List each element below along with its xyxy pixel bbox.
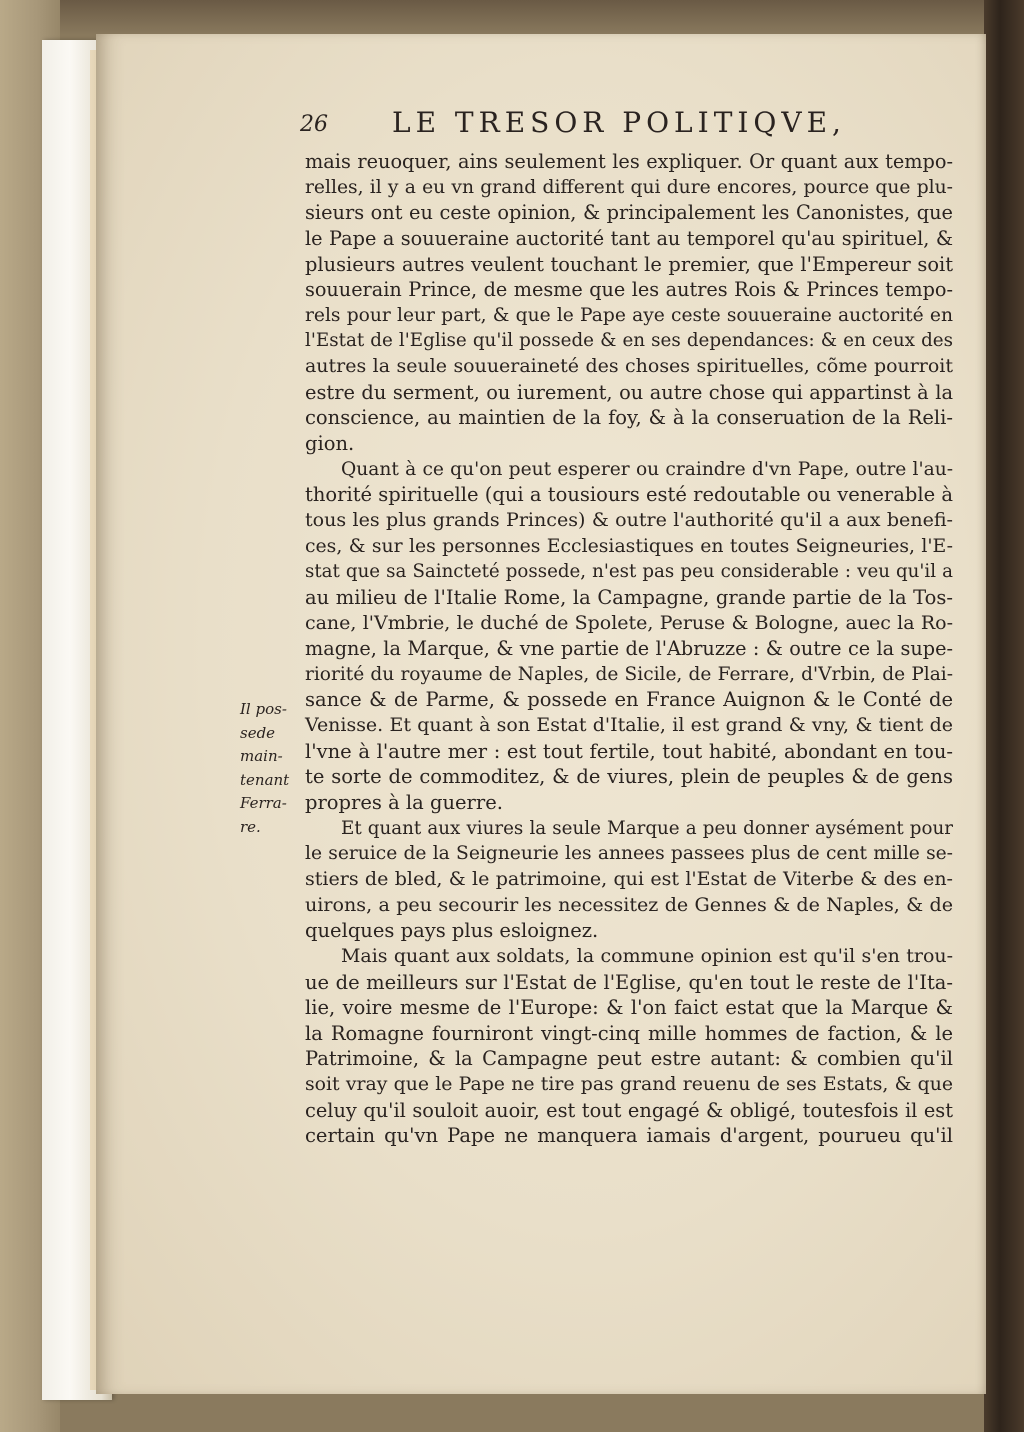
marginal-note-line: re. [240,817,261,836]
text-line: te sorte de commoditez, & de viures, plein de peuples & de gens [305,765,953,789]
marginal-note [240,698,295,839]
text-line: au milieu de l'Italie Rome, la Campagne, grande partie de la Tos- [305,585,953,609]
text-line: plusieurs autres veulent touchant le premier, que l'Empereur soit [305,252,953,276]
page-number: 26 [300,112,328,137]
page-header [300,106,870,146]
marginal-note-line: Il pos- [240,700,287,718]
text-line: l'vne à l'autre mer : est tout fertile, tout habité, abondant en tou- [305,739,953,763]
text-line: estre du serment, ou iurement, ou autre chose qui appartinst à la [305,380,953,404]
marginal-note-line: tenant [240,770,290,789]
facing-page-edge [984,0,1024,1432]
text-line: Mais quant aux soldats, la commune opinion est qu'il s'en trou- [341,944,953,967]
text-line: mais reuoquer, ains seulement les expliquer. Or quant aux tempo- [305,150,953,173]
running-title: LE TRESOR POLITIQVE, [392,106,846,139]
text-line: celuy qu'il souloit auoir, est tout engagé & obligé, toutesfois il est [305,1098,953,1122]
text-line: ces, & sur les personnes Ecclesiastiques en toutes Seigneuries, l'E- [305,535,953,557]
text-line: Venisse. Et quant à son Estat d'Italie, il est grand & vny, & tient de [305,714,953,737]
text-line: uirons, a peu secourir les necessitez de Gennes & de Naples, & de [305,893,953,916]
text-line: certain qu'vn Pape ne manquera iamais d'argent, pourueu qu'il [305,1124,953,1148]
text-line: soit vray que le Pape ne tire pas grand reuenu de ses Estats, & que [305,1074,953,1096]
text-line: ue de meilleurs sur l'Estat de l'Eglise, qu'en tout le reste de l'Ita- [305,970,953,994]
text-line: lie, voire mesme de l'Europe: & l'on faict estat que la Marque & [305,996,953,1020]
text-line: Et quant aux viures la seule Marque a peu donner aysément pour [341,817,953,839]
text-line: gion. [305,432,355,456]
marginal-note-line: sede [240,723,276,742]
text-line: propres à la guerre. [305,791,503,815]
text-line: stiers de bled, & le patrimoine, qui est l'Estat de Viterbe & des en- [305,867,953,890]
marginal-note-line: Ferra- [240,794,287,812]
text-line: le Pape a souueraine auctorité tant au temporel qu'au spirituel, & [305,226,953,250]
text-line: conscience, au maintien de la foy, & à la conseruation de la Reli- [305,406,953,430]
text-line: thorité spirituelle (qui a tousiours esté redoutable ou venerable à [305,483,953,507]
top-edge-background [0,0,1024,36]
text-line: souuerain Prince, de mesme que les autres Rois & Princes tempo- [305,278,953,302]
text-line: l'Estat de l'Eglise qu'il possede & en ses dependances: & en ceux des [305,330,953,352]
text-line: Patrimoine, & la Campagne peut estre autant: & combien qu'il [305,1047,953,1071]
text-line: rels pour leur part, & que le Pape aye ceste souueraine auctorité en [305,304,953,326]
marginal-note-line: main- [240,747,283,765]
text-line: la Romagne fourniront vingt-cinq mille hommes de faction, & le [305,1021,953,1045]
text-line: quelques pays plus esloignez. [305,919,599,943]
text-line: stat que sa Saincteté possede, n'est pas peu considerable : veu qu'il a [305,561,953,583]
text-line: Quant à ce qu'on peut esperer ou craindre d'vn Pape, outre l'au- [341,458,953,480]
text-line: sieurs ont eu ceste opinion, & principalement les Canonistes, que [305,201,953,225]
body-text [305,149,953,1149]
text-line: riorité du royaume de Naples, de Sicile, de Ferrare, d'Vrbin, de Plai- [305,663,953,685]
text-line: tous les plus grands Princes) & outre l'authorité qu'il a aux benefi- [305,508,953,531]
text-line: relles, il y a eu vn grand different qui dure encores, pource que plu- [305,176,953,198]
text-line: sance & de Parme, & possede en France Auignon & le Conté de [305,688,953,712]
text-line: magne, la Marque, & vne partie de l'Abruzze : & outre ce la supe- [305,637,953,661]
text-line: cane, l'Vmbrie, le duché de Spolete, Peruse & Bologne, auec la Ro- [305,611,953,634]
text-line: autres la seule souueraineté des choses spirituelles, cõme pourroit [305,355,953,378]
text-line: le seruice de la Seigneurie les annees passees plus de cent mille se- [305,843,953,865]
